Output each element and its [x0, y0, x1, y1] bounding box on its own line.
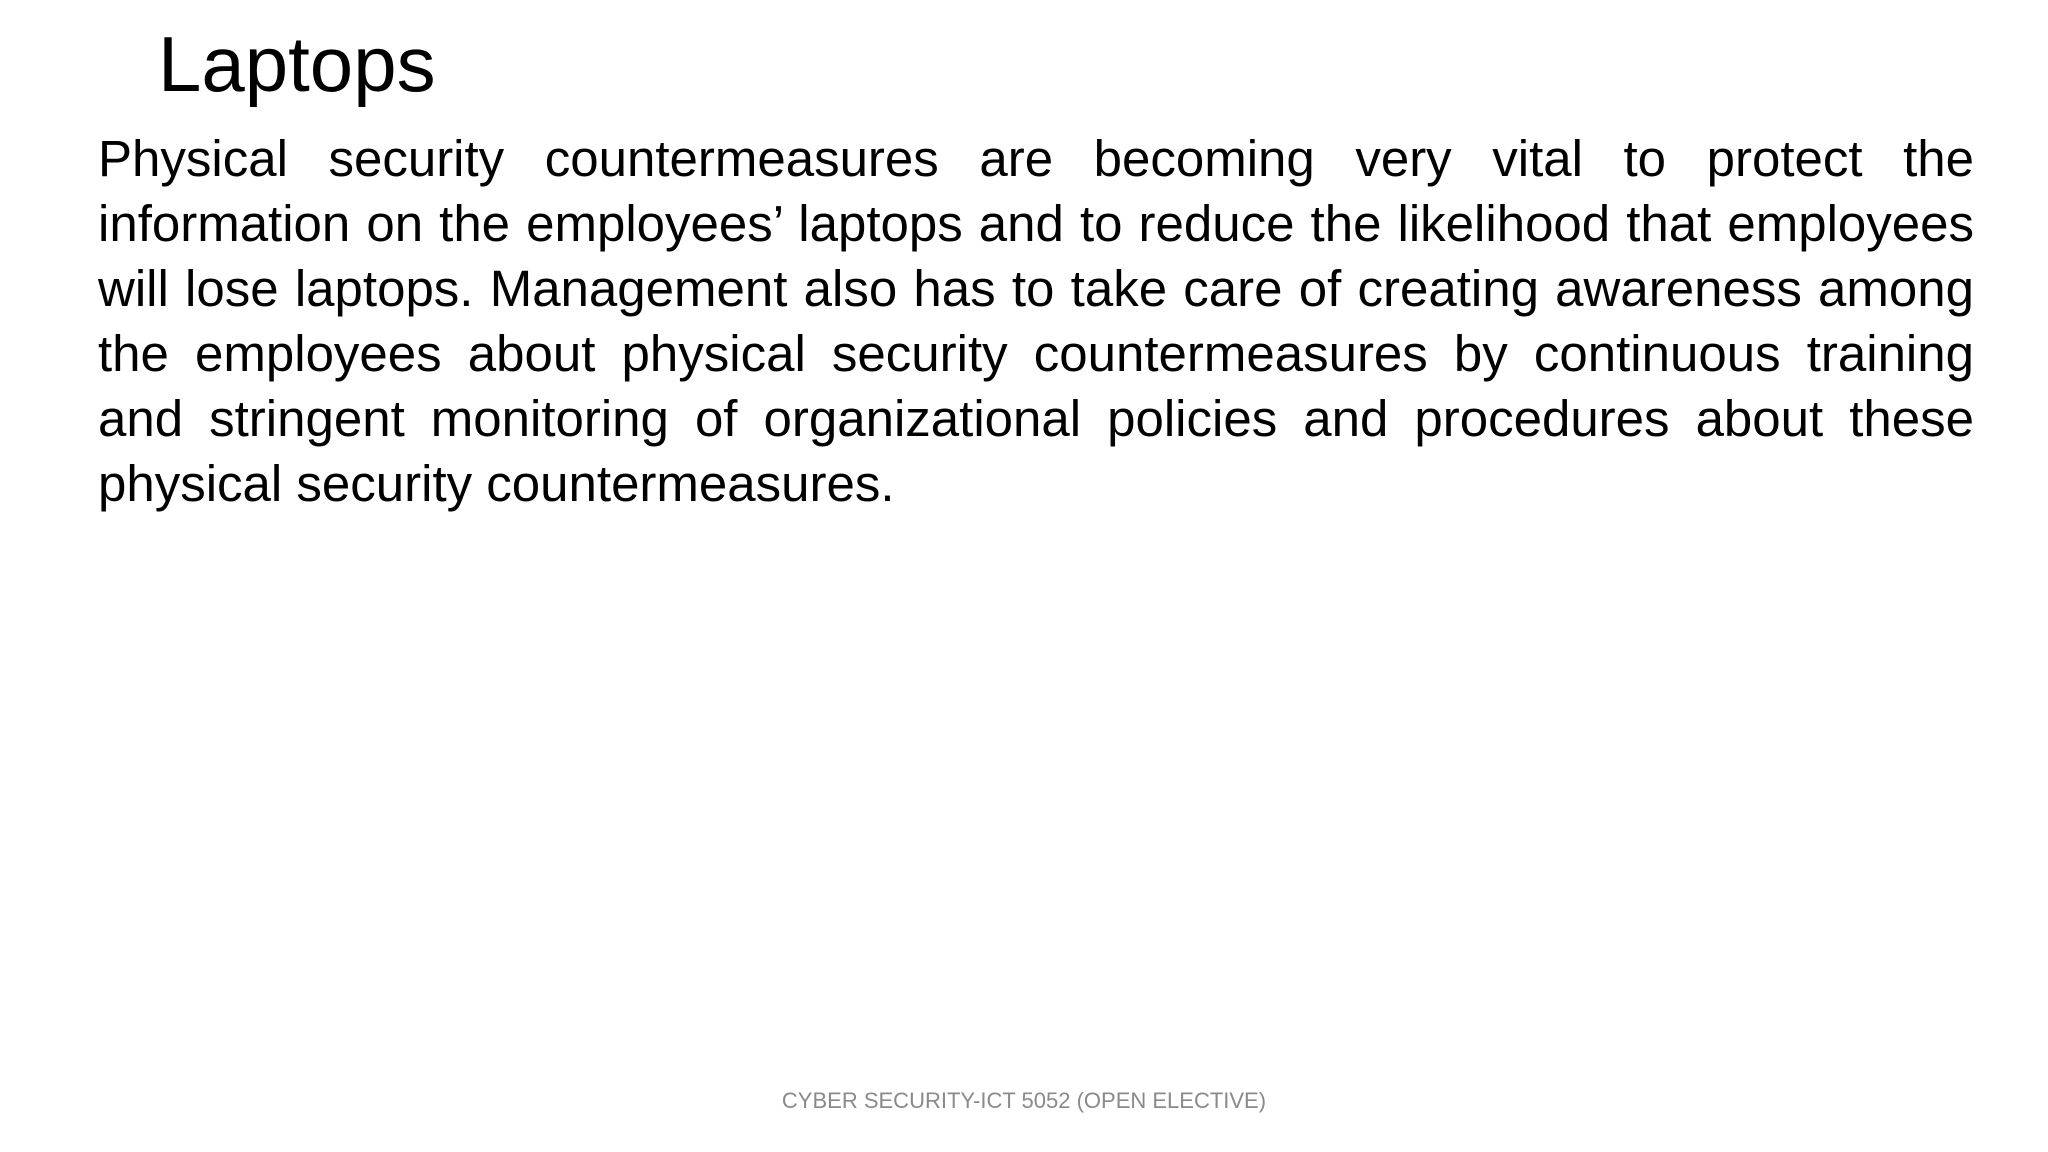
slide-body-text: Physical security countermeasures are becoming very vital to protect the information on the employees’ laptops and to reduce the likelihood that employees will lose laptops. Management also has to take care of creating awareness among the employees about physical security countermeasures by continuous training and stringent monitoring of organizational policies and procedures about these physical security countermeasures.: [98, 130, 1974, 512]
slide-footer: CYBER SECURITY-ICT 5052 (OPEN ELECTIVE): [781, 1088, 1267, 1113]
slide-title: Laptops: [158, 20, 436, 108]
